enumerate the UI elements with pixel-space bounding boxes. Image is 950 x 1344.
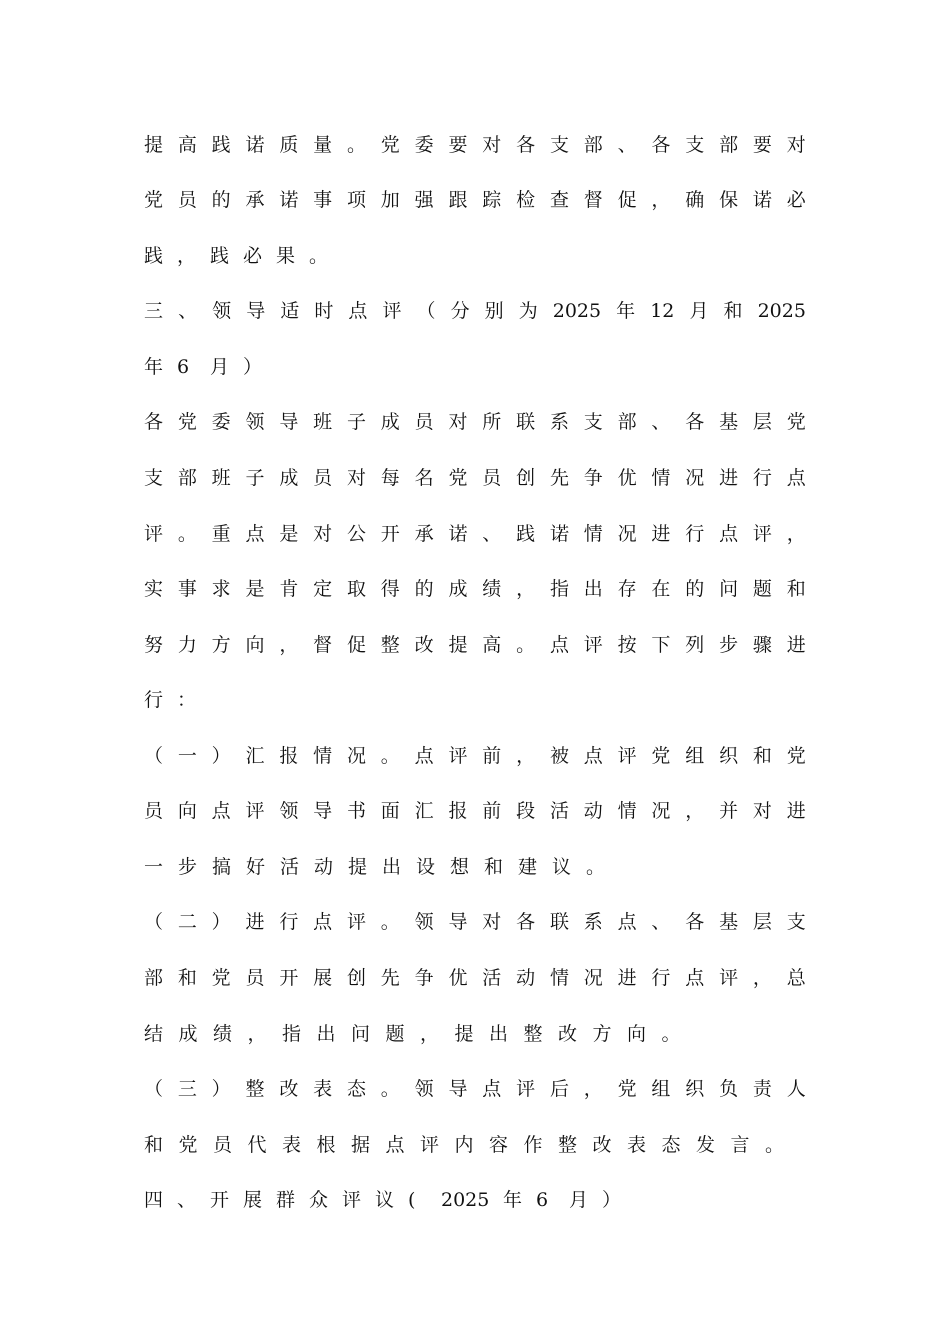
text-line: 支 部 班 子 成 员 对 每 名 党 员 创 先 争 优 情 况 进 行 点 — [144, 467, 806, 489]
text-line: 提 高 践 诺 质 量 。 党 委 要 对 各 支 部 、 各 支 部 要 对 — [144, 134, 806, 156]
list-item-line: （ 一 ） 汇 报 情 况 。 点 评 前 ， 被 点 评 党 组 织 和 党 — [144, 745, 806, 767]
section-heading: 三 、 领 导 适 时 点 评 （ 分 别 为 2025 年 12 月 和 2025 — [144, 300, 806, 322]
list-item-line: （ 二 ） 进 行 点 评 。 领 导 对 各 联 系 点 、 各 基 层 支 — [144, 911, 806, 933]
text-line: 评 。 重 点 是 对 公 开 承 诺 、 践 诺 情 况 进 行 点 评 ， — [144, 523, 806, 545]
document-page: 提 高 践 诺 质 量 。 党 委 要 对 各 支 部 、 各 支 部 要 对 党 员 的 承 诺 事 项 加 强 跟 踪 检 查 督 促 ， 确 保 诺 必 践 ， 践 必 果 。 三 、 领 导 适 时 点 评 （ 分 别 为 2025 年 12 月 和 2025 年 6 月 ） 各 党 委 领 导 班 子 成 员 对 所 联 系 支 部 、 各 基 层 党 支 部 班 子 成 员 对 每 名 党 员 创 先 争 优 情 况 进 行 点 评 。 重 点 是 对 公 开 承 诺 、 践 诺 情 况 进 行 点 评 ， 实 事 求 是 肯 定 取 得 的 成 绩 ， 指 出 存 在 的 问 题 和 努 力 方 向 ， 督 促 整 改 提 高 。 点 评 按 下 列 步 骤 进 行 ： （ 一 ） 汇 报 情 况 。 点 评 前 ， 被 点 评 党 组 织 和 党 员 向 点 评 领 导 书 面 汇 报 前 段 活 动 情 况 ， 并 对 进 一 步 搞 好 活 动 提 出 设 想 和 建 议 。 （ 二 ） 进 行 点 评 。 领 导 对 各 联 系 点 、 各 基 层 支 部 和 党 员 开 展 创 先 争 优 活 动 情 况 进 行 点 评 ， 总 结 成 绩 ， 指 出 问 题 ， 提 出 整 改 方 向 。 （ 三 ） 整 改 表 态 。 领 导 点 评 后 ， 党 组 织 负 责 人 和 党 员 代 表 根 据 点 评 内 容 作 整 改 表 态 发 言 。 四 、 开 展 群 众 评 议 ( 2025 年 6 月 ） — [0, 0, 950, 1344]
text-line: 部 和 党 员 开 展 创 先 争 优 活 动 情 况 进 行 点 评 ， 总 — [144, 967, 806, 989]
text-line: 各 党 委 领 导 班 子 成 员 对 所 联 系 支 部 、 各 基 层 党 — [144, 411, 806, 433]
text-line: 努 力 方 向 ， 督 促 整 改 提 高 。 点 评 按 下 列 步 骤 进 — [144, 634, 806, 656]
list-item-line: （ 三 ） 整 改 表 态 。 领 导 点 评 后 ， 党 组 织 负 责 人 — [144, 1078, 806, 1100]
text-line: 实 事 求 是 肯 定 取 得 的 成 绩 ， 指 出 存 在 的 问 题 和 — [144, 578, 806, 600]
text-line: 党 员 的 承 诺 事 项 加 强 跟 踪 检 查 督 促 ， 确 保 诺 必 — [144, 189, 806, 211]
text-line: 员 向 点 评 领 导 书 面 汇 报 前 段 活 动 情 况 ， 并 对 进 — [144, 800, 806, 822]
